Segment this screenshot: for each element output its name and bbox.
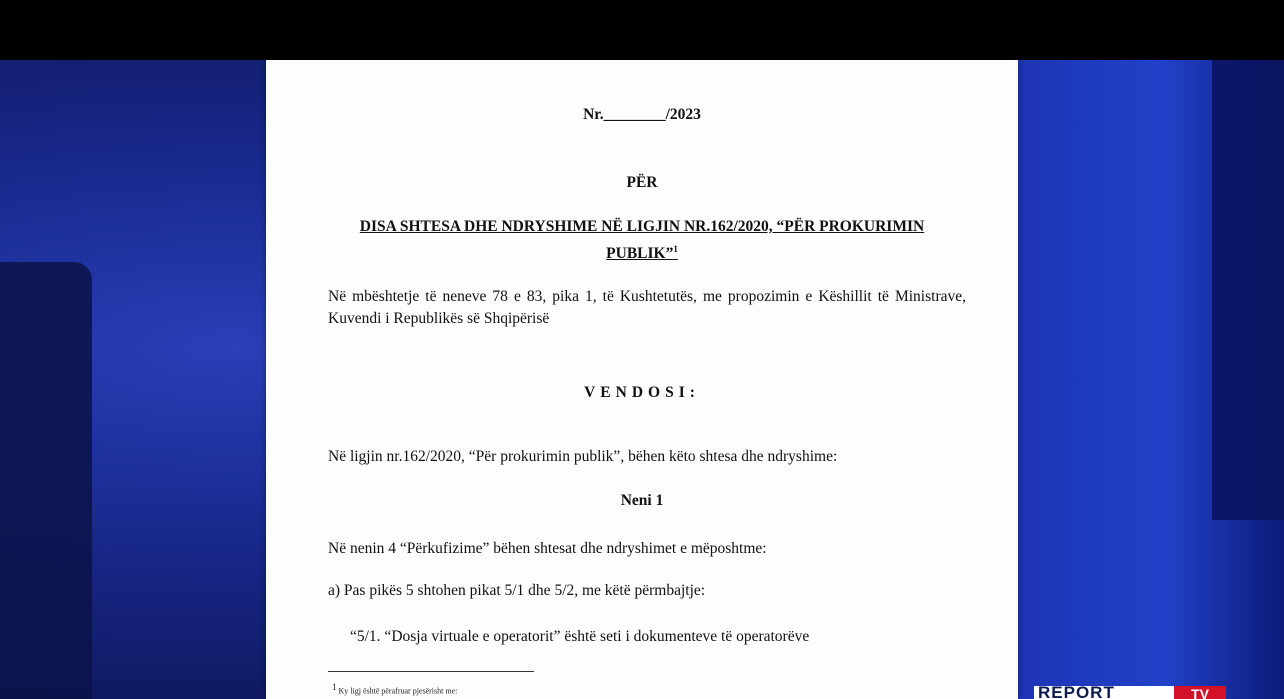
broadcast-logo-text: REPORT	[1038, 686, 1115, 699]
footnote-divider	[328, 671, 534, 672]
broadcast-logo-badge: TV	[1174, 686, 1226, 699]
intro-paragraph: Në ligjin nr.162/2020, “Për prokurimin publik”, bëhen këto shtesa dhe ndryshime:	[328, 448, 838, 465]
document-number: Nr.________/2023	[583, 106, 701, 123]
document-title	[352, 216, 932, 265]
definition-paragraph: “5/1. “Dosja virtuale e operatorit” është seti i dokumenteve të operatorëve	[350, 628, 810, 645]
document-title-text: DISA SHTESA DHE NDRYSHIME NË LIGJIN NR.162/2020, “PËR PROKURIMIN PUBLIK”	[359, 218, 925, 263]
studio-panel-left	[0, 262, 92, 699]
top-black-bar	[0, 0, 1284, 60]
decides-heading: VENDOSI:	[584, 384, 700, 401]
title-footnote-ref: 1	[673, 244, 678, 254]
footnote	[332, 682, 457, 696]
document-page	[266, 60, 1018, 699]
article-heading: Neni 1	[620, 492, 664, 509]
document-per-heading: PËR	[626, 174, 658, 191]
point-a: a) Pas pikës 5 shtohen pikat 5/1 dhe 5/2, me këtë përmbajtje:	[328, 582, 706, 599]
footnote-text: Ky ligj është përafruar pjesërisht me:	[338, 686, 458, 696]
footnote-ref: 1	[332, 682, 337, 692]
article-intro: Në nenin 4 “Përkufizime” bëhen shtesat dhe ndryshimet e mëposhtme:	[328, 540, 767, 557]
studio-panel-right	[1212, 60, 1284, 520]
legal-basis-paragraph: Në mbështetje të neneve 78 e 83, pika 1, të Kushtetutës, me propozimin e Këshillit të Ministrave, Kuvendi i Republikës së Shqipërisë	[328, 288, 966, 327]
broadcast-logo	[1034, 686, 1226, 699]
